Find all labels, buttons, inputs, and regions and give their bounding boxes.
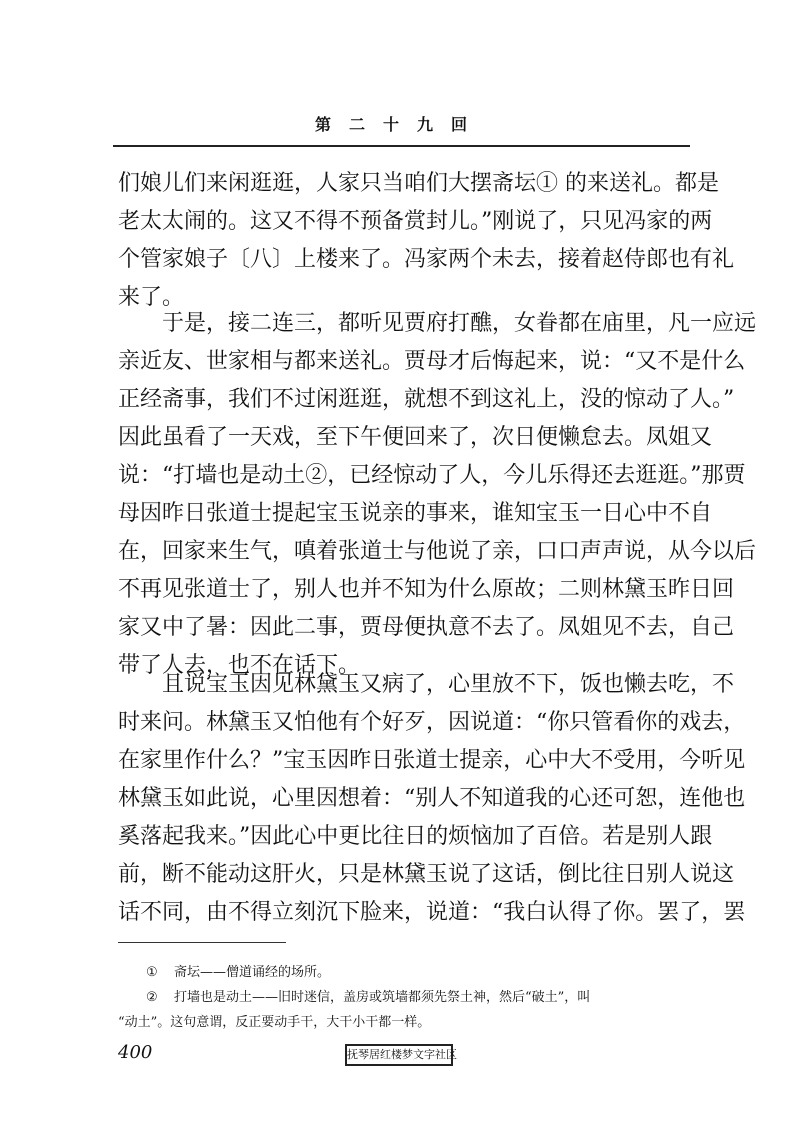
chapter-header: 第二十九回 bbox=[314, 115, 485, 134]
text-line: 不再见张道士了，别人也并不知为什么原故；二则林黛玉昨日回 bbox=[118, 577, 735, 602]
paragraph-1 bbox=[118, 165, 735, 317]
text-line: 话不同，由不得立刻沉下脸来，说道：“我白认得了你。罢了，罢 bbox=[118, 900, 746, 925]
footnote-text: 斋坛——僧道诵经的场所。 bbox=[174, 965, 331, 980]
footnote-marker: ② bbox=[146, 990, 158, 1005]
page-number: 400 bbox=[118, 1042, 153, 1063]
text-line: 说：“打墙也是动土②，已经惊动了人，今儿乐得还去逛逛。”那贾 bbox=[118, 463, 746, 488]
text-line: 前，断不能动这肝火，只是林黛玉说了这话，倒比往日别人说这 bbox=[118, 862, 735, 887]
text-line: 来了。 bbox=[118, 285, 185, 310]
watermark-stamp: 抚琴居红楼梦文字社区 bbox=[345, 1044, 453, 1066]
header-rule bbox=[113, 145, 690, 147]
footnote-continuation bbox=[118, 1010, 692, 1035]
footnote-item bbox=[118, 985, 692, 1010]
footnote-marker: ① bbox=[146, 965, 158, 980]
text-line: 们娘儿们来闲逛逛，人家只当咱们大摆斋坛① 的来送礼。都是 bbox=[118, 171, 719, 196]
paragraph-3 bbox=[118, 666, 746, 932]
text-line: 家又中了暑：因此二事，贾母便执意不去了。凤姐见不去，自己 bbox=[118, 615, 735, 640]
text-line: 母因昨日张道士提起宝玉说亲的事来，谁知宝玉一日心中不自 bbox=[118, 501, 713, 526]
text-line: 林黛玉如此说，心里因想着：“别人不知道我的心还可恕，连他也 bbox=[118, 786, 746, 811]
text-line: 因此虽看了一天戏，至下午便回来了，次日便懒怠去。凤姐又 bbox=[118, 425, 713, 450]
text-line: 在，回家来生气，嗔着张道士与他说了亲，口口声声说，从今以后 bbox=[118, 539, 757, 564]
footnote-text: “动土”。这句意谓，反正要动手干，大干小干都一样。 bbox=[118, 1015, 431, 1030]
text-line: 且说宝玉因见林黛玉又病了，心里放不下，饭也懒去吃，不 bbox=[162, 672, 735, 697]
text-line: 时来问。林黛玉又怕他有个好歹，因说道：“你只管看你的戏去， bbox=[118, 710, 746, 735]
text-line: 正经斋事，我们不过闲逛逛，就想不到这礼上，没的惊动了人。” bbox=[118, 387, 735, 412]
text-line: 奚落起我来。”因此心中更比往日的烦恼加了百倍。若是别人跟 bbox=[118, 824, 713, 849]
footnote-rule bbox=[118, 942, 286, 943]
footnotes bbox=[118, 960, 692, 1035]
text-line: 个管家娘子〔八〕上楼来了。冯家两个未去，接着赵侍郎也有礼 bbox=[118, 247, 735, 272]
text-line: 于是，接二连三，都听见贾府打醮，女眷都在庙里，凡一应远 bbox=[162, 311, 757, 336]
footnote-text: 打墙也是动土——旧时迷信，盖房或筑墙都须先祭土神，然后“破土”，叫 bbox=[174, 990, 591, 1005]
text-line: 在家里作什么？”宝玉因昨日张道士提亲，心中大不受用，今听见 bbox=[118, 748, 746, 773]
text-line: 老太太闹的。这又不得不预备赏封儿。”刚说了，只见冯家的两 bbox=[118, 209, 713, 234]
text-line: 带了人去，也不在话下。 bbox=[118, 653, 361, 678]
text-line: 亲近友、世家相与都来送礼。贾母才后悔起来，说：“又不是什么 bbox=[118, 349, 746, 374]
footnote-item bbox=[118, 960, 692, 985]
